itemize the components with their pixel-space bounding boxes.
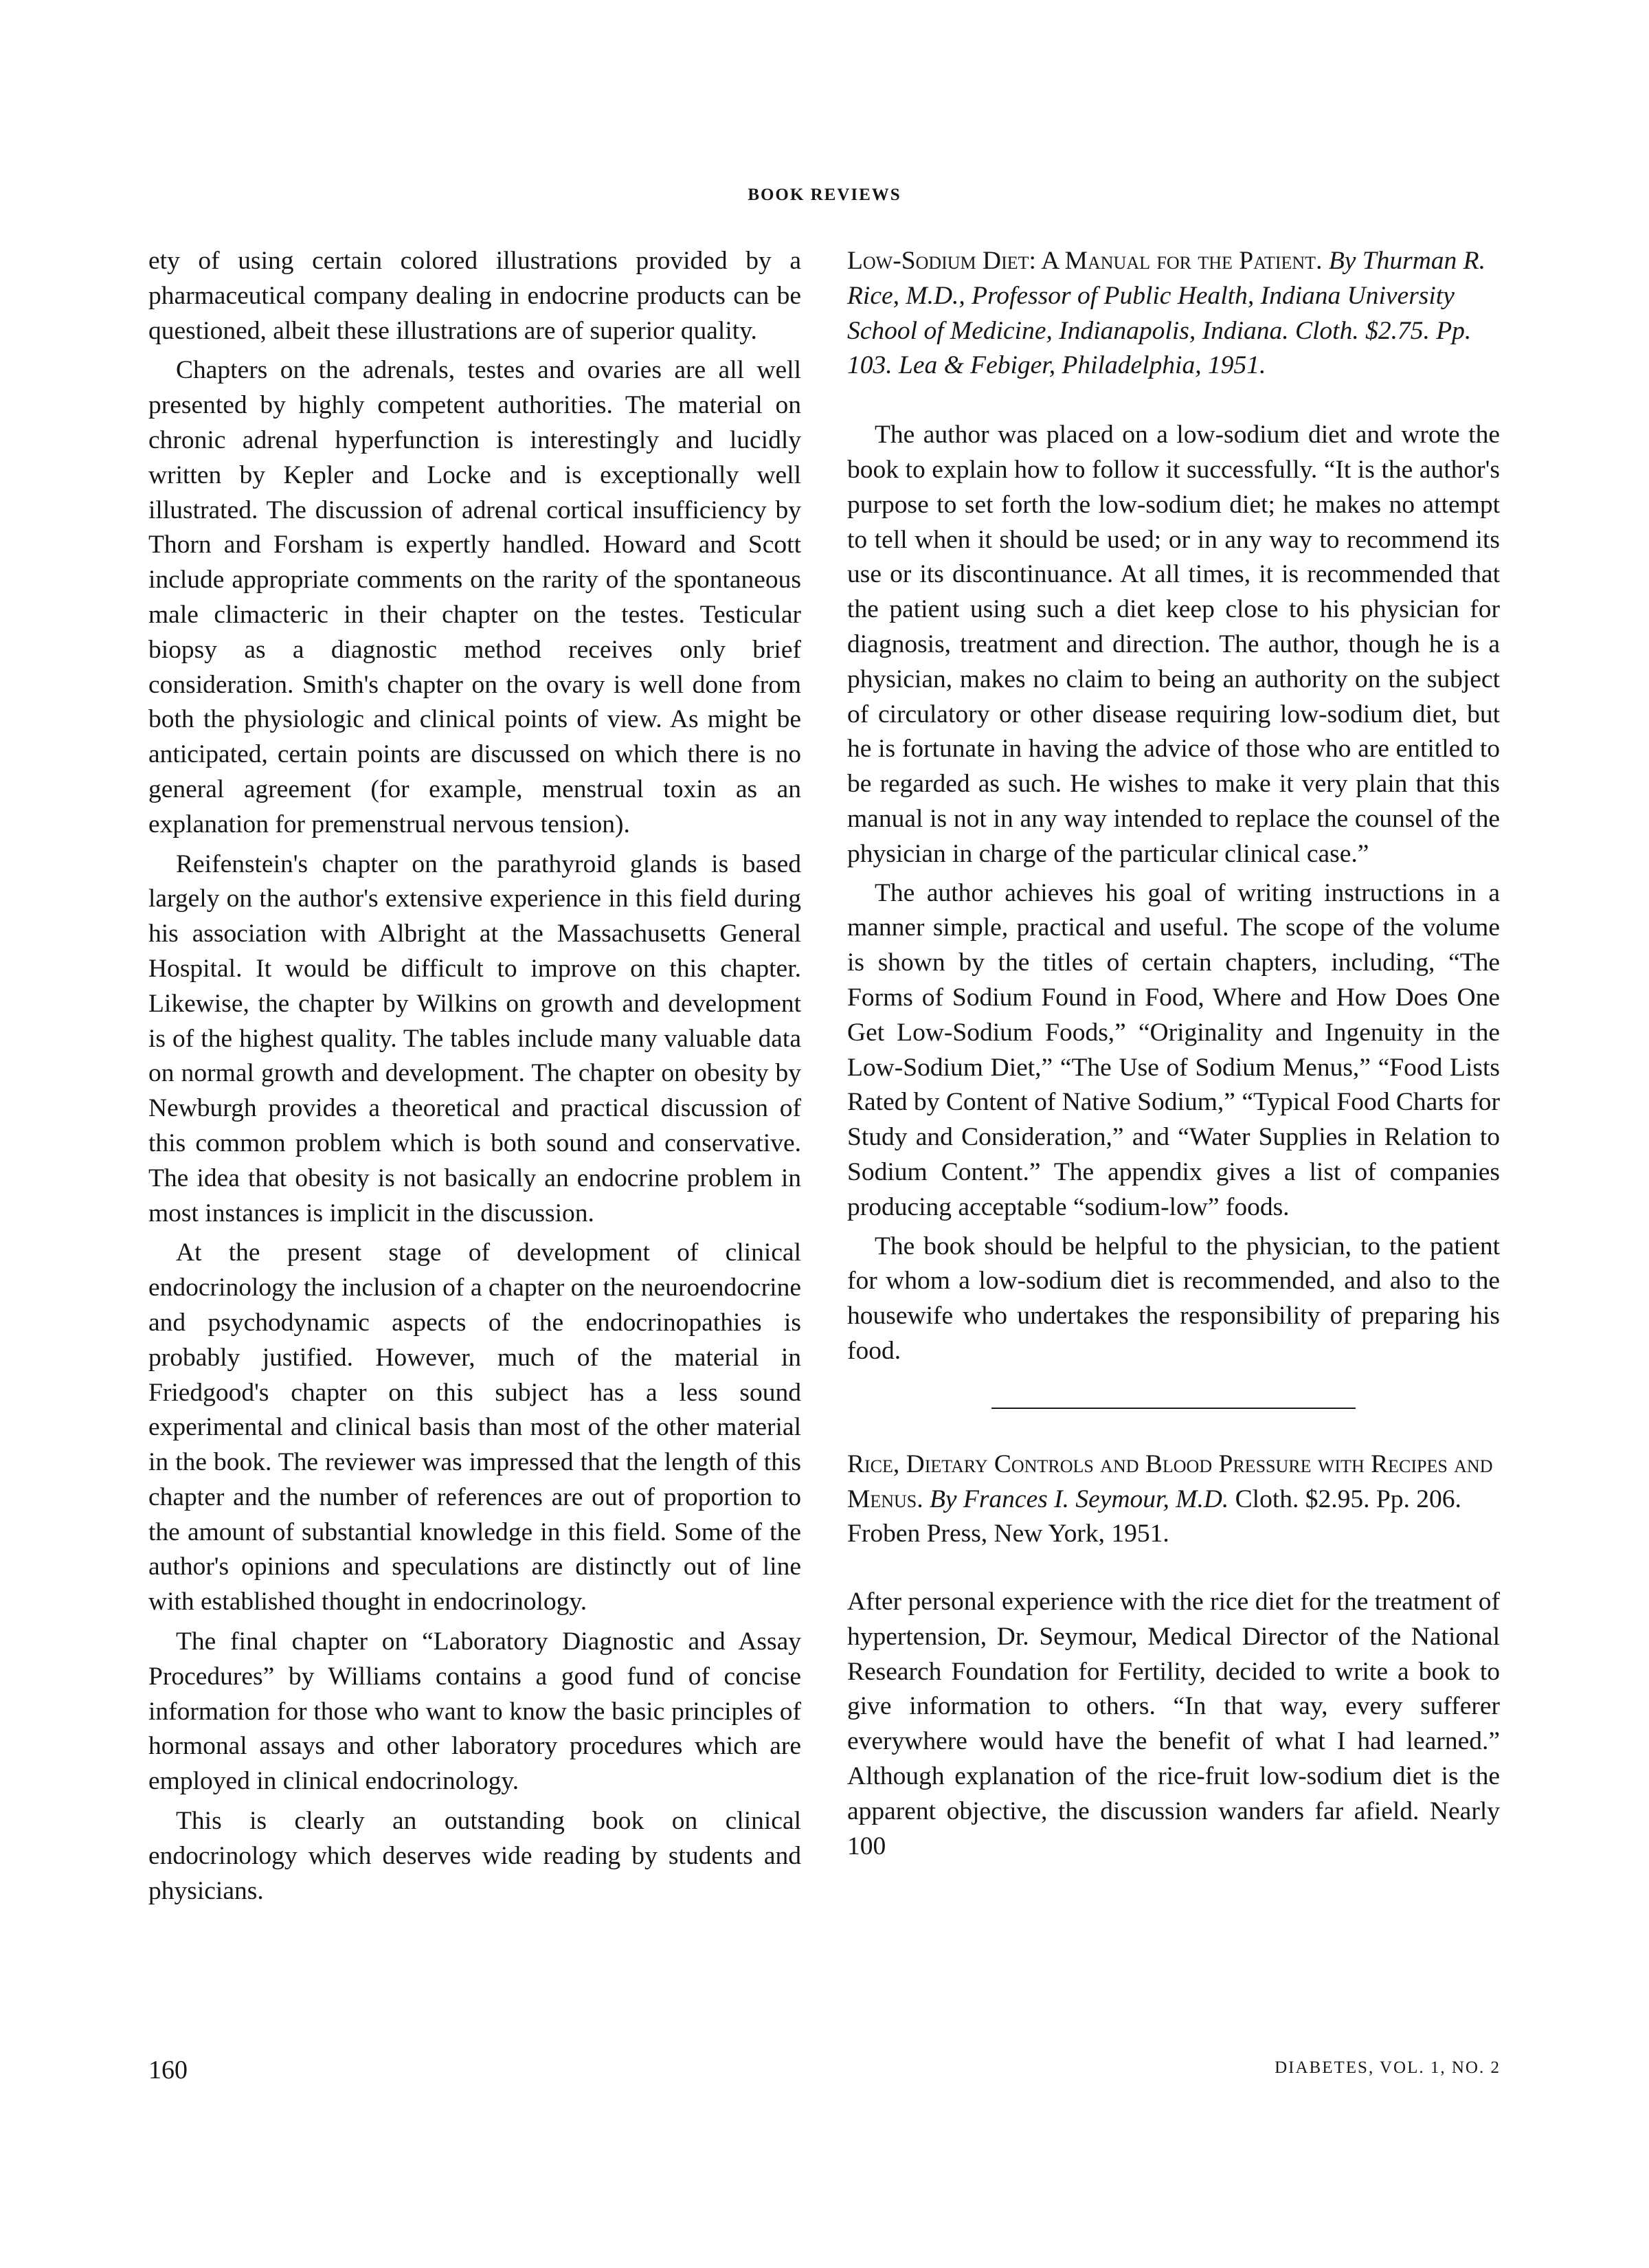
paragraph: ety of using certain colored illustrations provided by a pharmaceutical company dealing in endocrine products can be questioned, albeit these illustrations are of superior quality. bbox=[148, 247, 801, 345]
journal-footer: DIABETES, VOL. 1, NO. 2 bbox=[1275, 2058, 1501, 2077]
paragraph: This is clearly an outstanding book on clinical endocrinology which deserves wide reading by students and physicians. bbox=[148, 1807, 801, 1905]
left-column bbox=[148, 244, 801, 1909]
review-title: Low-Sodium Diet: A Manual for the Patient. bbox=[847, 247, 1323, 275]
review-title: Rice, Dietary Controls and Blood Pressure with Recipes and Menus. bbox=[847, 1449, 1493, 1513]
right-column bbox=[847, 244, 1500, 1864]
page-number: 160 bbox=[148, 2056, 188, 2084]
paragraph: After personal experience with the rice diet for the treatment of hypertension, Dr. Seymour, Medical Director of the National Research Foundation for Fertility, decided to write a book to give information to others. “In that way, every sufferer everywhere would have the benefit of what I had learned.” Although explanation of the rice-fruit low-sodium diet is the apparent objective, the discussion wanders far afield. Nearly 100 bbox=[847, 1588, 1500, 1860]
review-byline: By Thurman R. Rice, M.D., Professor of Public Health, Indiana University School of Medicine, Indianapolis, Indiana. Cloth. $2.75. Pp. 103. Lea & Febiger, Philadelphia, 1951. bbox=[847, 247, 1485, 380]
paragraph: Reifenstein's chapter on the parathyroid glands is based largely on the author's extensive experience in this field during his association with Albright at the Massachusetts General Hospital. It would be difficult to improve on this chapter. Likewise, the chapter by Wilkins on growth and development is of the highest quality. The tables include many valuable data on normal growth and development. The chapter on obesity by Newburgh provides a theoretical and practical discussion of this common problem which is both sound and conservative. The idea that obesity is not basically an endocrine problem in most instances is implicit in the discussion. bbox=[148, 849, 801, 1227]
paragraph: At the present stage of development of clinical endocrinology the inclusion of a chapter on the neuroendocrine and psychodynamic aspects of the endocrinopathies is probably justified. However, much of the material in Friedgood's chapter on this subject has a less sound experimental and clinical basis than most of the other material in the book. The reviewer was impressed that the length of this chapter and the number of references are out of proportion to the amount of substantial knowledge in this field. Some of the author's opinions and speculations are distinctly out of line with established thought in endocrinology. bbox=[148, 1238, 801, 1616]
review-details: Cloth. $2.95. Pp. 206. Froben Press, New York, 1951. bbox=[847, 1485, 1461, 1548]
paragraph: The book should be helpful to the physician, to the patient for whom a low-sodium diet is recommended, and also to the housewife who undertakes the responsibility of preparing his food. bbox=[847, 1232, 1500, 1365]
section-divider bbox=[991, 1408, 1356, 1409]
paragraph: The author was placed on a low-sodium diet and wrote the book to explain how to follow it successfully. “It is the author's purpose to set forth the low-sodium diet; he makes no attempt to tell when it should be used; or in any way to recommend its use or its discontinuance. At all times, it is recommended that the patient using such a diet keep close to his physician for diagnosis, treatment and direction. The author, though he is a physician, makes no claim to being an authority on the subject of circulatory or other disease requiring low-sodium diet, but he is fortunate in having the advice of those who are entitled to be regarded as such. He wishes to make it very plain that this manual is not in any way intended to replace the counsel of the physician in charge of the particular clinical case.” bbox=[847, 421, 1500, 868]
review-heading-2 bbox=[847, 1447, 1500, 1552]
review-byline: By Frances I. Seymour, M.D. bbox=[930, 1485, 1229, 1513]
review-heading-1 bbox=[847, 244, 1500, 383]
running-head: BOOK REVIEWS bbox=[748, 186, 901, 204]
paragraph: The author achieves his goal of writing instructions in a manner simple, practical and useful. The scope of the volume is shown by the titles of certain chapters, including, “The Forms of Sodium Found in Food, Where and How Does One Get Low-Sodium Foods,” “Originality and Ingenuity in the Low-Sodium Diet,” “The Use of Sodium Menus,” “Food Lists Rated by Content of Native Sodium,” “Typical Food Charts for Study and Consideration,” and “Water Supplies in Relation to Sodium Content.” The appendix gives a list of companies producing acceptable “sodium-low” foods. bbox=[847, 878, 1500, 1221]
paragraph: Chapters on the adrenals, testes and ovaries are all well presented by highly competent authorities. The material on chronic adrenal hyperfunction is interestingly and lucidly written by Kepler and Locke and is exceptionally well illustrated. The discussion of adrenal cortical insufficiency by Thorn and Forsham is expertly handled. Howard and Scott include appropriate comments on the rarity of the spontaneous male climacteric in their chapter on the testes. Testicular biopsy as a diagnostic method receives only brief consideration. Smith's chapter on the ovary is well done from both the physiologic and clinical points of view. As might be anticipated, certain points are discussed on which there is no general agreement (for example, menstrual toxin as an explanation for premenstrual nervous tension). bbox=[148, 356, 801, 838]
paragraph: The final chapter on “Laboratory Diagnostic and Assay Procedures” by Williams contains a good fund of concise information for those who want to know the basic principles of hormonal assays and other laboratory procedures which are employed in clinical endocrinology. bbox=[148, 1627, 801, 1796]
